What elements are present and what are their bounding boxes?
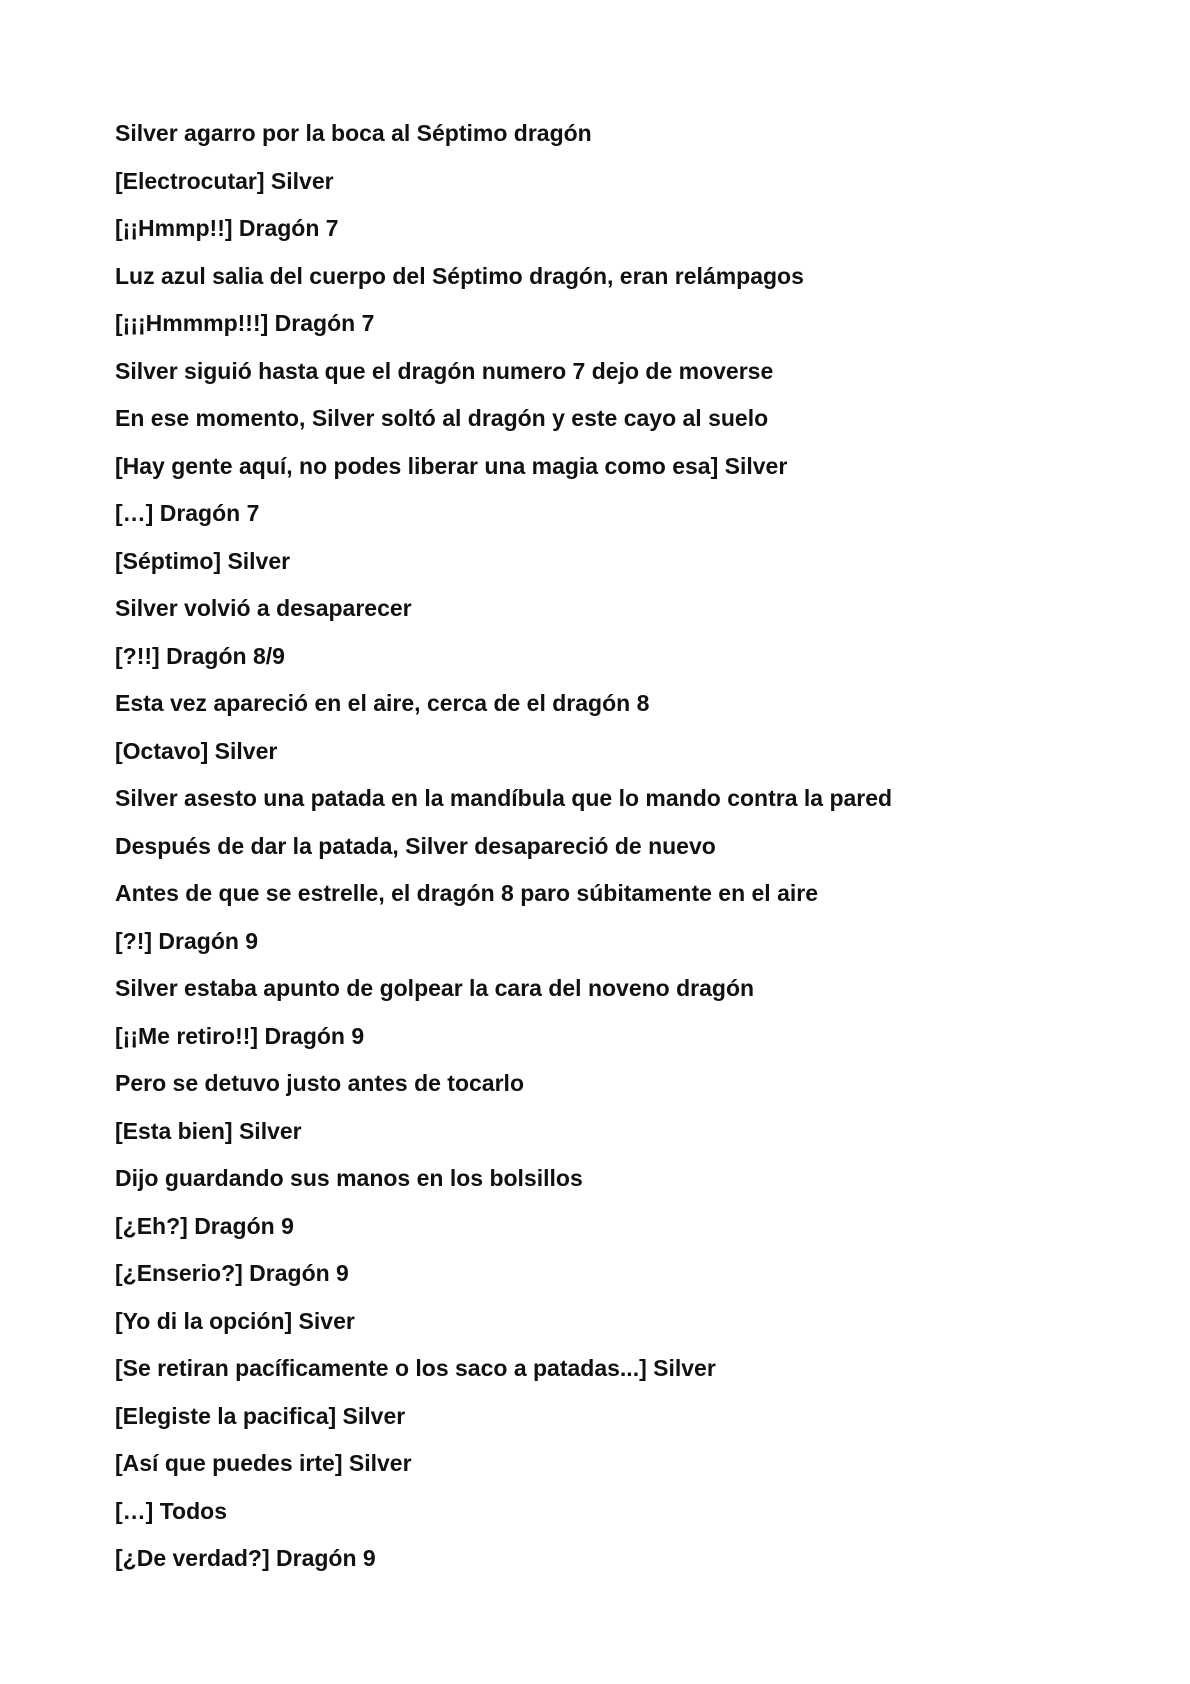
text-line: [¡¡Me retiro!!] Dragón 9: [115, 1022, 365, 1049]
text-line: […] Todos: [115, 1497, 227, 1524]
text-line: [Hay gente aquí, no podes liberar una magia como esa] Silver: [115, 452, 788, 479]
text-line: [Esta bien] Silver: [115, 1117, 302, 1144]
text-line: [¿Enserio?] Dragón 9: [115, 1260, 349, 1286]
text-line: Silver asesto una patada en la mandíbula que lo mando contra la pared: [115, 785, 893, 811]
text-line: Luz azul salia del cuerpo del Séptimo dragón, eran relámpagos: [115, 262, 804, 289]
text-line: [Elegiste la pacifica] Silver: [115, 1402, 406, 1429]
text-line: Después de dar la patada, Silver desapareció de nuevo: [115, 832, 716, 859]
text-line: [Octavo] Silver: [115, 737, 278, 764]
text-line: [Yo di la opción] Siver: [115, 1307, 355, 1334]
text-line: [?!!] Dragón 8/9: [115, 642, 285, 669]
text-line: Silver agarro por la boca al Séptimo dragón: [115, 120, 592, 146]
text-line: [Electrocutar] Silver: [115, 167, 334, 194]
text-line: [Así que puedes irte] Silver: [115, 1450, 412, 1476]
text-line: Antes de que se estrelle, el dragón 8 paro súbitamente en el aire: [115, 880, 819, 906]
text-line: Silver estaba apunto de golpear la cara del noveno dragón: [115, 975, 755, 1001]
text-line: Esta vez apareció en el aire, cerca de el dragón 8: [115, 690, 650, 716]
text-line: […] Dragón 7: [115, 500, 260, 526]
text-line: [¡¡¡Hmmmp!!!] Dragón 7: [115, 310, 375, 336]
text-line: [?!] Dragón 9: [115, 927, 259, 954]
text-line: Pero se detuvo justo antes de tocarlo: [115, 1070, 524, 1096]
text-line: [Se retiran pacíficamente o los saco a patadas...] Silver: [115, 1355, 716, 1381]
text-line: Silver volvió a desaparecer: [115, 595, 412, 621]
text-line: [¡¡Hmmp!!] Dragón 7: [115, 215, 339, 241]
text-line: Dijo guardando sus manos en los bolsillos: [115, 1165, 583, 1191]
text-line: En ese momento, Silver soltó al dragón y este cayo al suelo: [115, 405, 769, 431]
text-line: [Séptimo] Silver: [115, 547, 291, 574]
story-text: [115, 110, 1115, 1583]
text-line: [¿De verdad?] Dragón 9: [115, 1545, 376, 1571]
text-line: [¿Eh?] Dragón 9: [115, 1212, 294, 1239]
text-line: Silver siguió hasta que el dragón numero 7 dejo de moverse: [115, 357, 774, 384]
